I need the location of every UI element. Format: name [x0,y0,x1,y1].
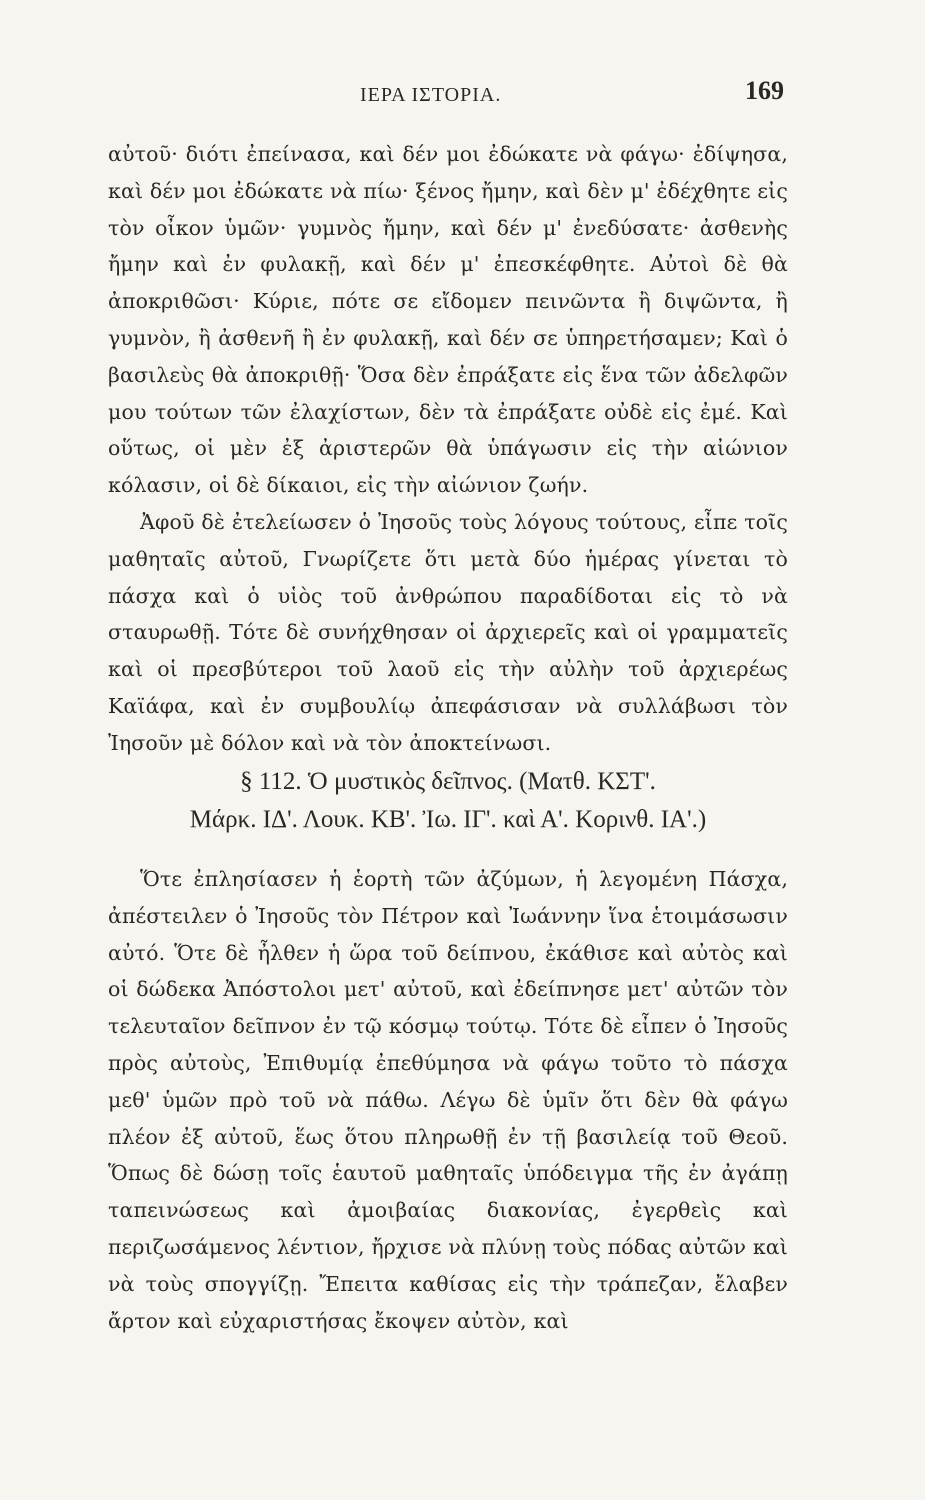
page-number: 169 [745,76,784,105]
paragraph-jesus-words: Ἀφοῦ δὲ ἐτελείωσεν ὁ Ἰησοῦς τοὺς λόγους τούτους, εἶπε τοῖς μαθηταῖς αὐτοῦ, Γνωρίζετε ὅτι μετὰ δύο ἡμέρας γίνεται τὸ πάσχα καὶ ὁ υἱὸς τοῦ ἀνθρώπου παραδίδοται εἰς τὸ νὰ σταυρωθῇ. Τότε δὲ συνήχθησαν οἱ ἀρχιερεῖς καὶ οἱ γραμματεῖς καὶ οἱ πρεσβύτεροι τοῦ λαοῦ εἰς τὴν αὐλὴν τοῦ ἀρχιερέως Καϊάφα, καὶ ἐν συμβουλίῳ ἀπεφάσισαν νὰ συλλάβωσι τὸν Ἰησοῦν μὲ δόλον καὶ νὰ τὸν ἀποκτείνωσι. [108,509,788,755]
section-heading-line-1: § 112. Ὁ μυστικὸς δεῖπνος. (Ματθ. ΚΣΤ'. [240,768,656,795]
text-block-top [108,136,788,762]
paragraph-continuation: αὐτοῦ· διότι ἐπείνασα, καὶ δέν μοι ἐδώκατε νὰ φάγω· ἐδίψησα, καὶ δέν μοι ἐδώκατε νὰ πίω· ξένος ἤμην, καὶ δὲν μ' ἐδέχθητε εἰς τὸν οἶκον ὑμῶν· γυμνὸς ἤμην, καὶ δέν μ' ἐνεδύσατε· ἀσθενὴς ἤμην καὶ ἐν φυλακῇ, καὶ δέν μ' ἐπεσκέφθητε. Αὐτοὶ δὲ θὰ ἀποκριθῶσι· Κύριε, πότε σε εἴδομεν πεινῶντα ἢ διψῶντα, ἢ γυμνὸν, ἢ ἀσθενῆ ἢ ἐν φυλακῇ, καὶ δέν σε ὑπηρετήσαμεν; Καὶ ὁ βασιλεὺς θὰ ἀποκριθῇ· Ὅσα δὲν ἐπράξατε εἰς ἕνα τῶν ἀδελφῶν μου τούτων τῶν ἐλαχίστων, δὲν τὰ ἐπράξατε οὐδὲ εἰς ἐμέ. Καὶ οὕτως, οἱ μὲν ἐξ ἀριστερῶν θὰ ὑπάγωσιν εἰς τὴν αἰώνιον κόλασιν, οἱ δὲ δίκαιοι, εἰς τὴν αἰώνιον ζωήν. [108,142,788,498]
section-heading [108,763,788,839]
section-heading-line-2: Μάρκ. ΙΔ'. Λουκ. ΚΒ'. Ἰω. ΙΓ'. καὶ Α'. Κορινθ. ΙΑ'.) [189,806,707,833]
paragraph-last-supper: Ὅτε ἐπλησίασεν ἡ ἑορτὴ τῶν ἀζύμων, ἡ λεγομένη Πάσχα, ἀπέστειλεν ὁ Ἰησοῦς τὸν Πέτρον καὶ Ἰωάννην ἵνα ἑτοιμάσωσιν αὐτό. Ὅτε δὲ ἦλθεν ἡ ὥρα τοῦ δείπνου, ἐκάθισε καὶ αὐτὸς καὶ οἱ δώδεκα Ἀπόστολοι μετ' αὐτοῦ, καὶ ἐδείπνησε μετ' αὐτῶν τὸν τελευταῖον δεῖπνον ἐν τῷ κόσμῳ τούτῳ. Τότε δὲ εἶπεν ὁ Ἰησοῦς πρὸς αὐτοὺς, Ἐπιθυμίᾳ ἐπεθύμησα νὰ φάγω τοῦτο τὸ πάσχα μεθ' ὑμῶν πρὸ τοῦ νὰ πάθω. Λέγω δὲ ὑμῖν ὅτι δὲν θὰ φάγω πλέον ἐξ αὐτοῦ, ἕως ὅτου πληρωθῇ ἐν τῇ βασιλείᾳ τοῦ Θεοῦ. Ὅπως δὲ δώσῃ τοῖς ἑαυτοῦ μαθηταῖς ὑπόδειγμα τῆς ἐν ἀγάπῃ ταπεινώσεως καὶ ἀμοιβαίας διακονίας, ἐγερθεὶς καὶ περιζωσάμενος λέντιον, ἤρχισε νὰ πλύνῃ τοὺς πόδας αὐτῶν καὶ νὰ τοὺς σπογγίζῃ. Ἔπειτα καθίσας εἰς τὴν τράπεζαν, ἔλαβεν ἄρτον καὶ εὐχαριστήσας ἔκοψεν αὐτὸν, καὶ [108,867,788,1333]
running-head [0,76,925,116]
text-block-bottom [108,861,788,1339]
running-title: ΙΕΡΑ ΙΣΤΟΡΙΑ. [360,84,502,106]
